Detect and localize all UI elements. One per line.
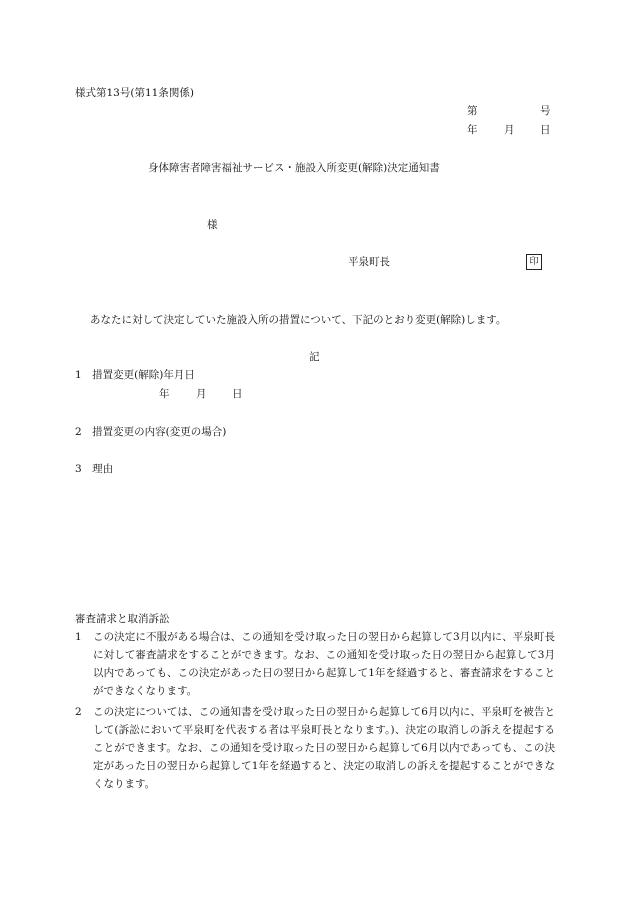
notice-item-text: この決定に不服がある場合は、この通知を受け取った日の翌日から起算して3月以内に、平泉町長に対して審査請求をすることができます。なお、この通知を受け取った日の翌日から起算して3月以内であっても、この決定があった日の翌日から起算して1年を経過すると、審査請求をすることができなくなります。 xyxy=(93,631,555,697)
date-month: 月 xyxy=(504,124,515,136)
issuer-name: 平泉町長 xyxy=(348,256,390,268)
form-number: 様式第13号(第11条関係) xyxy=(75,87,194,99)
notice-heading: 審査請求と取消訴訟 xyxy=(75,613,170,625)
item1-year: 年 xyxy=(159,388,170,400)
notice-item-number: 2 xyxy=(75,706,82,718)
number-label-go: 号 xyxy=(540,105,551,117)
body-text: あなたに対して決定していた施設入所の措置について、下記のとおり変更(解除)します。 xyxy=(90,314,507,326)
date-day: 日 xyxy=(540,124,551,136)
notice-item xyxy=(75,703,555,793)
seal-mark: 印 xyxy=(526,254,542,270)
ki-label: 記 xyxy=(309,351,320,363)
addressee-suffix: 様 xyxy=(207,219,218,231)
item3-label: 3 理由 xyxy=(75,463,114,475)
item1-month: 月 xyxy=(196,388,207,400)
notice-item-number: 1 xyxy=(75,631,82,643)
number-label-dai: 第 xyxy=(467,105,478,117)
notice-item xyxy=(75,628,555,700)
item1-label: 1 措置変更(解除)年月日 xyxy=(75,369,195,381)
item1-day: 日 xyxy=(232,388,243,400)
document-title: 身体障害者障害福祉サービス・施設入所変更(解除)決定通知書 xyxy=(148,162,440,174)
date-year: 年 xyxy=(467,124,478,136)
notice-item-text: この決定については、この通知書を受け取った日の翌日から起算して6月以内に、平泉町を被告として(訴訟において平泉町を代表する者は平泉町長となります。)、決定の取消しの訴えを提起することができます。なお、この通知を受け取った日の翌日から起算して6月以内であっても、この決定があった日の翌日から起算して1年を経過すると、決定の取消しの訴えを提起することができなくなります。 xyxy=(93,706,555,790)
item2-label: 2 措置変更の内容(変更の場合) xyxy=(75,426,227,438)
